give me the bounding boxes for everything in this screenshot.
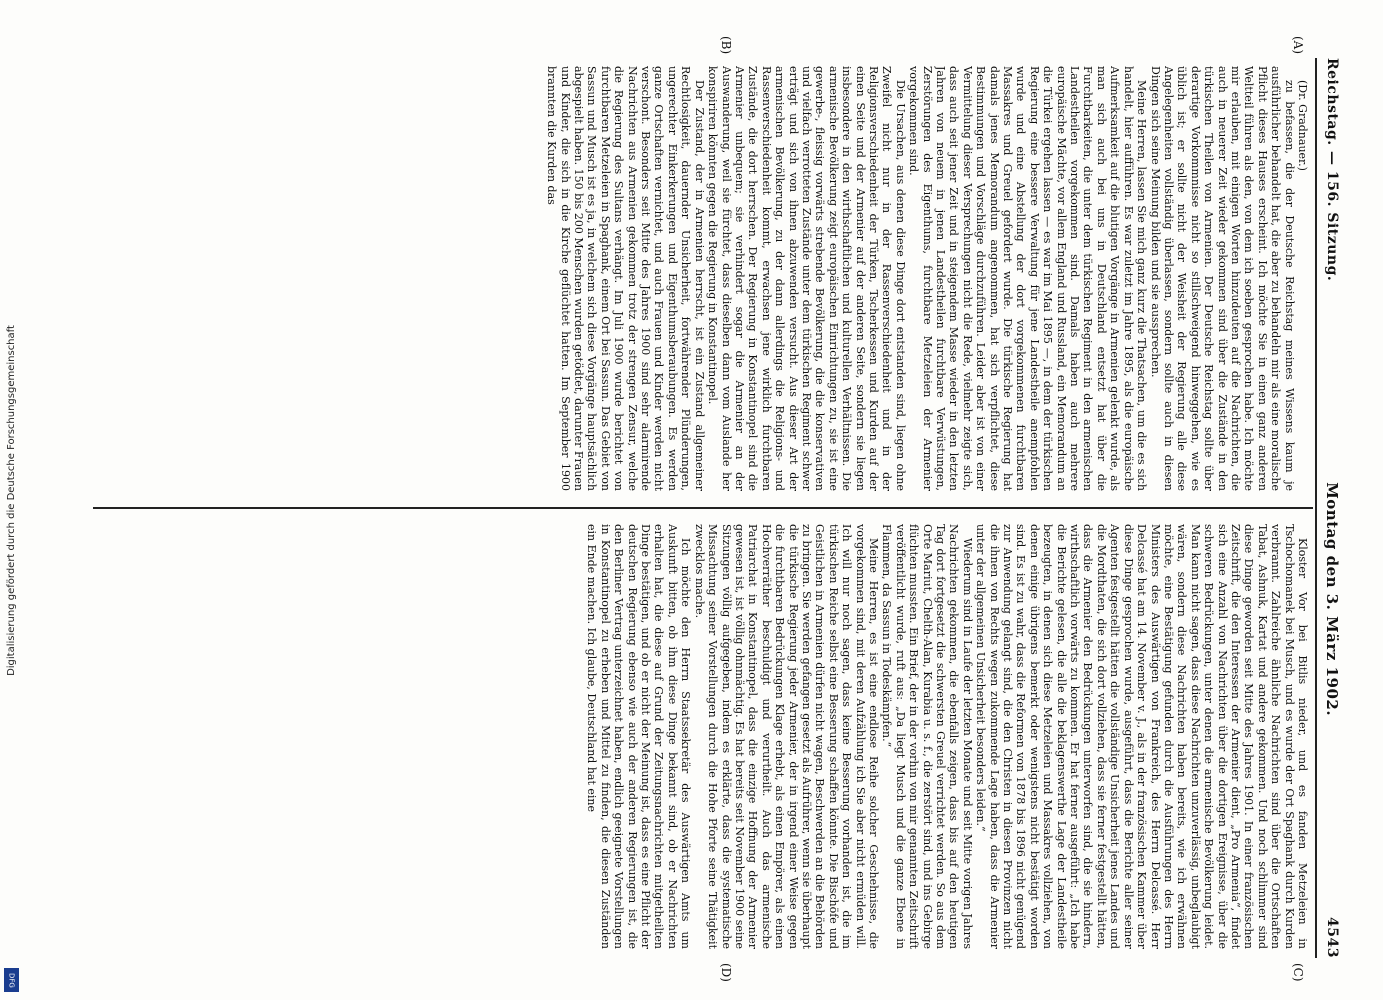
header-session: Reichstag. — 156. Sitzung. (1324, 58, 1340, 282)
right-column (99, 524, 1309, 949)
header-date: Montag den 3. März 1902. (1323, 482, 1341, 717)
page-content (90, 36, 1345, 982)
paragraph: zu befassen, die der Deutsche Reichstag meines Wissens kaum je ausführlicher behandelt hat, die aber zu behandeln mir als eine moralische Pflicht dieses Hauses erscheint. Ich möchte Sie in einen ganz anderen Weltteil führen als den, von dem ich soeben gesprochen habe. Ich möchte mir erlauben, mit einigen Worten hinzudeuten auf die Nachrichten, die auch in neuerer Zeit wieder gekommen sind über die Zustände in den türkischen Theilen von Armenien. Der Deutsche Reichstag sollte über derartige Vorkommnisse nicht so stillschweigend hinweggehen, wie es üblich ist; er sollte nicht der Weisheit der Regierung alle diese Angelegenheiten vollständig überlassen, sondern sollte auch in diesen Dingen sich seine Meinung bilden und sie aussprechen. (1148, 66, 1296, 491)
paragraph: Die Ursachen, aus denen diese Dinge dort entstanden sind, liegen ohne Zweifel nicht nur in der Rassenverschiedenheit und in der Religionsverschiedenheit der Türken, Tscherkessen und Kurden auf der einen Seite und der Armenier auf der anderen Seite, sondern sie liegen insbesondere in den wirthschaftlichen und kulturellen Verhältnissen. Die armenische Bevölkerung zeigt europäischen Einrichtungen zu, sie ist eine gewerbe-, fleissig vorwärts strebende Bevölkerung, die die konservativen und vielfach verrotteten Zustände unter dem türkischen Regiment schwer erträgt und sich von ihnen abzuwenden versucht. Aus dieser Art der armenischen Bevölkerung, zu der dann allerdings die Religions- und Rassenverschiedenheit kommt, erwachsen jene wirklich furchtbaren Zustände, die dort herrschen. Der Regierung in Konstantinopel sind die Armenier unbequem; sie verhindert sogar die Armenier an der Auswanderung, weil sie fürchtet, dass dieselben dann vom Auslande her konspiriren könnten gegen die Regierung in Konstantinopel. (706, 66, 907, 491)
margin-marker-a: (A) (1291, 36, 1305, 55)
paragraph: Meine Herren, es ist eine endlose Reihe solcher Geschehnisse, die vorgekommen sind, mit deren Aufzählung ich Sie aber nicht ermüden will. Ich will nur noch sagen, dass keine Besserung vorhanden ist, die im türkischen Reiche selbst eine Besserung schaffen könnte. Die Bischöfe und Geistlichen in Armenien dürfen nicht wagen, Beschwerden an die Behörden zu bringen. Sie werden gefangen gesetzt als Aufrührer, wenn sie überhaupt die türkische Regierung jeder Armenier, der in irgend einer Weise gegen die furchtbaren Bedrückungen Klage erhebt, als einen Empörer, als einen Hochverräther beschuldigt und verurtheilt. Auch das armenische Patriarchat in Konstantinopel, dass die einzige Hoffnung der Armenier gewesen ist, ist völlig ohnmächtig. Es hat bereits seit November 1900 seine Sitzungen völlig aufgegeben, indem es erklärte, dass die systematische Missachtung seiner Vorstellungen durch die Hohe Pforte seine Thätigkeit zwecklos mache. (692, 524, 880, 949)
left-column (99, 66, 1309, 491)
page-number: 4543 (1324, 917, 1340, 958)
paragraph: Ich möchte den Herrn Staatssekretär des Auswärtigen Amts um Auskunft bitten, ob ihm diese Dinge bekannt sind, ob er Nachrichten erhalten hat, die diese auf Grund der Zeitungsnachrichten mitgetheilten Dinge bestätigen, und ob er nicht der Meinung ist, dass es eine Pflicht der deutschen Regierung ebenso wie auch der anderen Regierungen ist, die den Berliner Vertrag unterzeichnet haben, endlich geeignete Vorstellungen in Konstantinopel zu erheben und Mittel zu finden, die diesen Zuständen ein Ende machen. Ich glaube, Deutschland hat eine (585, 524, 693, 949)
paragraph: Meine Herren, lassen Sie mich ganz kurz die Thatsachen, um die es sich handelt, hier aufführen. Es war zuletzt im Jahre 1895, als die europäische Aufmerksamkeit auf die blutigen Vorgänge in Armenien gelenkt wurde, als man sich auch bei uns in Deutschland entsetzt hat über die Furchtbarkeiten, die unter dem türkischen Regiment in den armenischen Landestheilen vorgekommen sind. Damals haben auch mehrere europäische Mächte, vor allem England und Russland, ein Memorandum an die Türkei ergehen lassen — es war im Mai 1895 —, in dem der türkischen Regierung eine bessere Verwaltung für jene Landestheile anempfohlen wurde und eine Abstellung der dort vorgekommenen furchtbaren Massakres und Greuel gefordert wurde. Die türkische Regierung hat damals jenes Memorandum angenommen, hat sich verpflichtet, diese Bestimmungen und Vorschläge durchzuführen. Leider aber ist von einer Vermittelung dieser Versprechungen nicht die Rede, vielmehr zeigte sich, dass auch seit jener Zeit und in steigendem Masse wieder in den letzten Jahren von neuem in jenen Landestheilen furchtbare Verwüstungen, Zerstörungen des Eigenthums, furchtbare Metzeleien der Armenier vorgekommen sind. (907, 66, 1149, 491)
margin-marker-d: (D) (719, 963, 733, 982)
digitization-credit (0, 0, 22, 1000)
margin-marker-c: (C) (1291, 963, 1305, 982)
paragraph: Wiederum sind in Laufe der letzten Monate und seit Mitte vorigen Jahres Nachrichten gekommen, die ebenfalls zeigen, dass bis auf den heutigen Tag dort fortgesetzt die schwersten Greuel verrichtet werden. So aus dem Orte Mariut, Chelth-Alan, Kurabia u. s. f., die zerstört sind, und ins Gebirge flüchten mussten. Ein Brief, der in der vorhin von mir genannten Zeitschrift veröffentlicht wurde, ruft aus: „Da liegt Musch und die ganze Ebene in Flammen, da Sassun in Todeskämpfen.“ (880, 524, 974, 949)
page-header (1319, 58, 1345, 958)
paragraph: Der Zustand, der in Armenien herrscht, ist ein Zustand allgemeiner Rechtlosigkeit, dauernder Unsicherheit, fortwährender Plünderungen, ungerechter Einkerkerungen und Eigenthumsberaubungen. Es werden ganze Ortschaften vernichtet, und auch Frauen und Kinder werden nicht verschont. Besonders seit Mitte des Jahres 1900 sind sehr alarmirende Nachrichten aus Armenien gekommen trotz der strengen Zensur, welche die Regierung des Sultans verhängt. Im Juli 1900 wurde berichtet von furchtbaren Metzeleien in Spaghank, einem Ort bei Sassun. Das Gebiet von Sassun und Musch ist es ja, in welchem sich diese Vorgänge hauptsächlich abgespielt haben. 150 bis 200 Menschen wurden getödtet, darunter Frauen und Kinder, die sich in die Kirche geflüchtet hatten. Im September 1900 brannten die Kurden das (545, 66, 706, 491)
speaker-name: (Dr. Gradnauer.) (1296, 80, 1309, 171)
margin-marker-b: (B) (719, 36, 733, 55)
column-divider (93, 507, 1313, 509)
paragraph: Kloster Vor bei Bitlis nieder, und es fanden Metzeleien in Tschochomanek bei Musch, und es wurde der Ort Spaghank durch Kurden verbrannt. Zahlreiche ähnliche Nachrichten sind über die Ortschaften Tabat, Ashnuk, Kartat und andere gekommen. Und noch schlimmer sind diese Dinge geworden seit Mitte des Jahres 1901. In einer französischen Zeitschrift, die den Interessen der Armenier dient, „Pro Armenia“, findet sich eine Anzahl von Nachrichten über die dortigen Ereignisse, über die schweren Bedrückungen, unter denen die armenische Bevölkerung leidet. Man kann nicht sagen, dass diese Nachrichten unzuverlässig, unbeglaubigt wären, sondern diese Nachrichten haben bereits, wie ich erwähnen möchte, eine Bestätigung gefunden durch die Ausführungen des Herrn Ministers des Auswärtigen von Frankreich, des Herrn Delcassé. Herr Delcassé hat am 14. November v. J., als in der französischen Kammer über diese Dinge gesprochen wurde, ausgeführt, dass die Berichte aller seiner Agenten festgestellt hätten die vollständige Unsicherheit jenes Landes und die Mordthaten, die sich dort vollziehen, dass sie ferner festgestellt hätten, dass die Armenier den Bedrückungen unterworfen sind, die sie hindern, wirthschaftlich vorwärts zu kommen. Er hat ferner ausgeführt: „Ich habe die Berichte gelesen, die alle die beklagenswerthe Lage der Landestheile bezeugten, in denen sich diese Metzeleien und Massakres vollziehen, von denen einige übrigens bemerkt oder wenigstens nicht bestätigt worden sind. Es ist zu wahr, dass die Reformen von 1878 bis 1896 nicht genügend zur Anwendung gelangt sind, die den Christen in diesen Provinzen nicht die ihnen von Rechts wegen zukommende Lage haben, dass die Armenier unter der allgemeinen Unsicherheit besonders leiden.“ (974, 524, 1309, 949)
header-rule (1315, 58, 1317, 958)
credit-text: Digitalisierung gefördert durch die Deutsche Forschungsgemeinschaft (5, 324, 17, 676)
dfg-logo: DFG (4, 968, 19, 992)
